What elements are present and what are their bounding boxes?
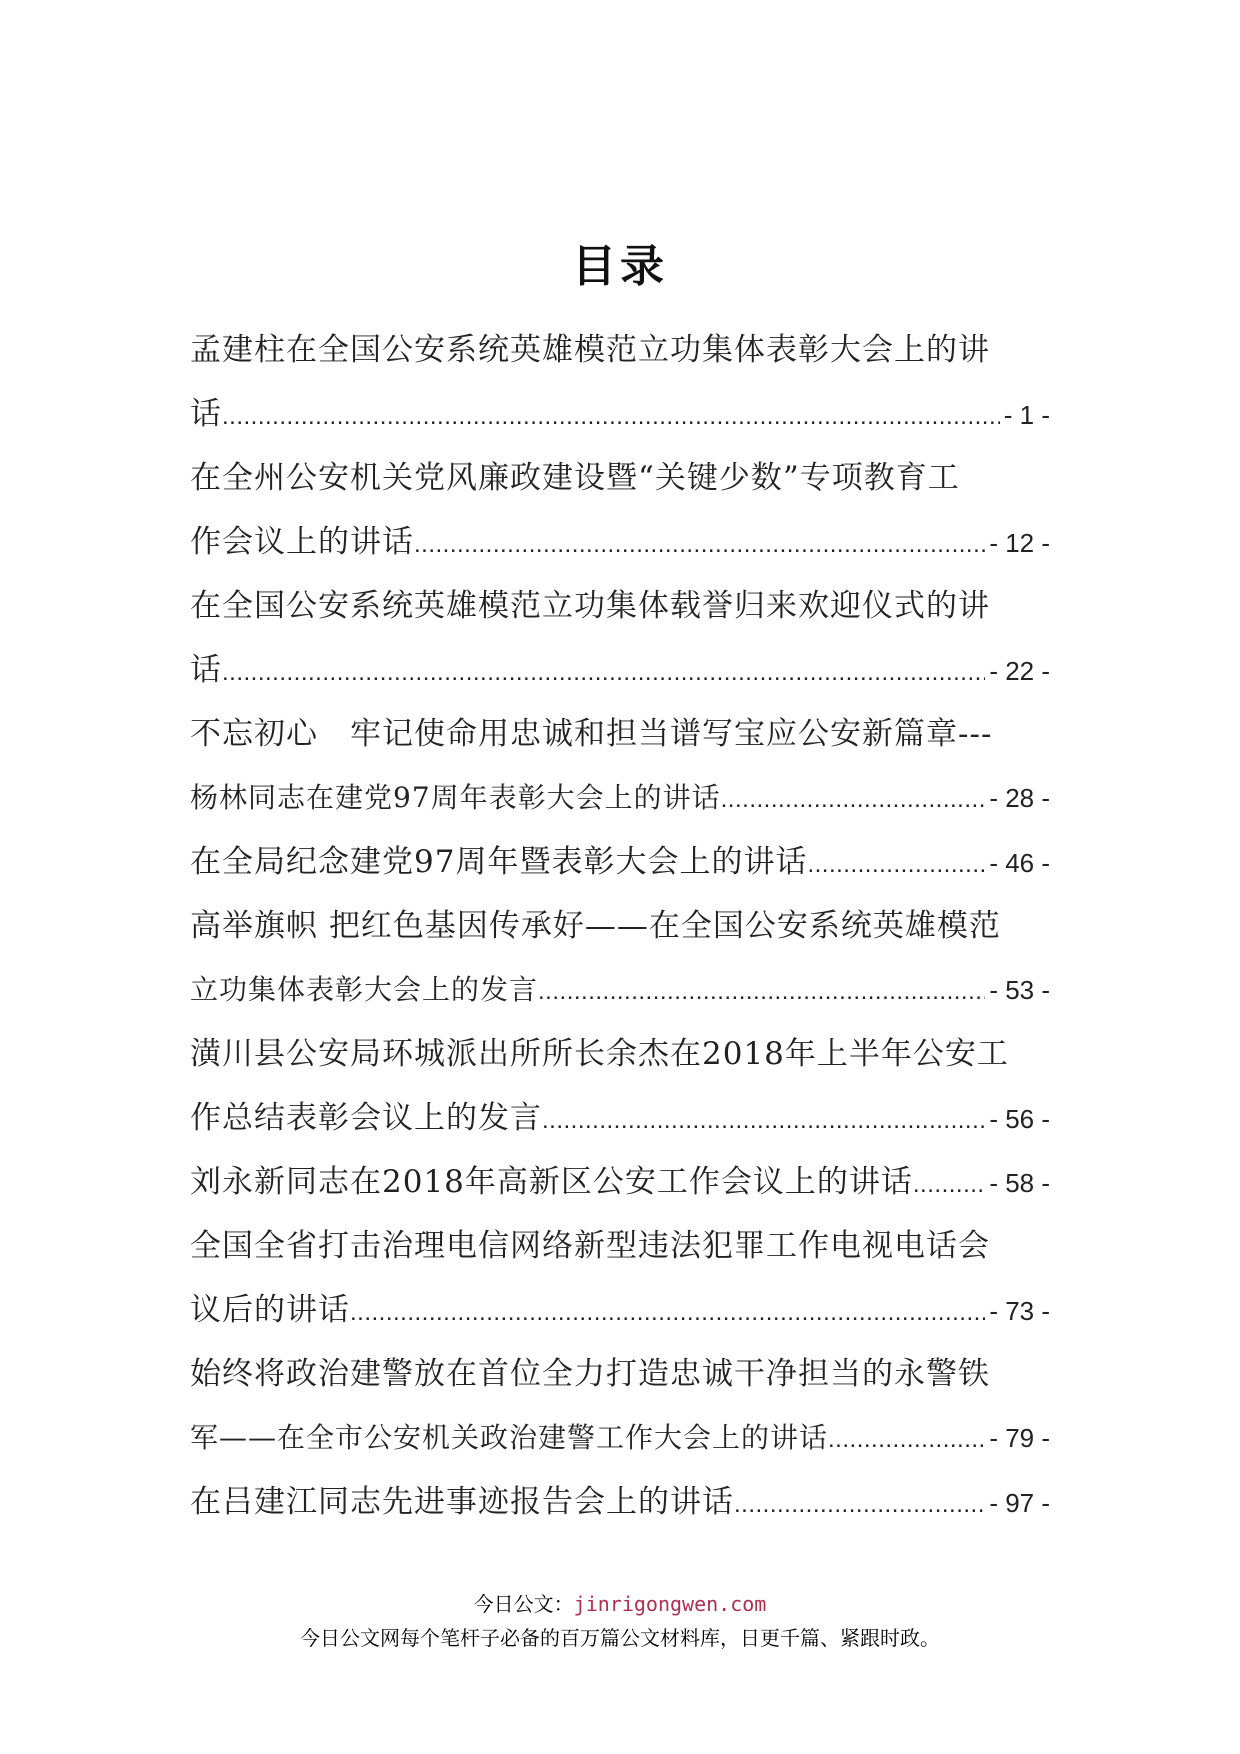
toc-page-number: - 28 -	[989, 783, 1050, 813]
dot-leader	[721, 766, 986, 830]
toc-entry[interactable]	[190, 702, 1050, 830]
toc-entry[interactable]	[190, 830, 1050, 894]
toc-entry-title-line: 潢川县公安局环城派出所所长余杰在2018年上半年公安工	[190, 1036, 1009, 1072]
toc-entry-title-line: 在全局纪念建党97周年暨表彰大会上的讲话	[190, 844, 808, 880]
dot-leader	[350, 1278, 985, 1342]
toc-page-number: - 1 -	[1003, 400, 1050, 430]
toc-page-number: - 79 -	[989, 1423, 1050, 1453]
toc-entry[interactable]	[190, 574, 1050, 702]
dot-leader	[734, 1470, 985, 1534]
toc-entry-title-line: 始终将政治建警放在首位全力打造忠诚干净担当的永警铁	[190, 1356, 990, 1392]
dot-leader	[807, 830, 985, 894]
toc-page-number: - 46 -	[989, 848, 1050, 878]
toc-entry[interactable]	[190, 1022, 1050, 1150]
toc-page-number: - 53 -	[989, 975, 1050, 1005]
toc-entry-title-line: 不忘初心 牢记使命用忠诚和担当谱写宝应公安新篇章---	[190, 716, 993, 752]
toc-entry-title-line: 全国全省打击治理电信网络新型违法犯罪工作电视电话会	[190, 1228, 990, 1264]
dot-leader	[414, 510, 985, 574]
footer-site-line	[0, 1588, 1240, 1617]
toc-page-number: - 56 -	[989, 1104, 1050, 1134]
footer-tagline: 今日公文网每个笔杆子必备的百万篇公文材料库，日更千篇、紧跟时政。	[300, 1626, 940, 1650]
toc-entry-title-line: 杨林同志在建党97周年表彰大会上的讲话	[190, 781, 721, 814]
toc-entry-title-line: 话	[190, 652, 222, 688]
toc-entry-title-line: 在吕建江同志先进事迹报告会上的讲话	[190, 1484, 734, 1520]
dot-leader	[828, 1406, 985, 1470]
toc-entry-title-line: 在全国公安系统英雄模范立功集体载誉归来欢迎仪式的讲	[190, 588, 990, 624]
toc-entry[interactable]	[190, 1214, 1050, 1342]
toc-entry-title-line: 议后的讲话	[190, 1292, 350, 1328]
toc-entry[interactable]	[190, 446, 1050, 574]
toc-entry-title-line: 话	[190, 396, 222, 432]
dot-leader	[542, 1086, 985, 1150]
toc-entry[interactable]	[190, 1342, 1050, 1470]
toc-page-number: - 58 -	[989, 1168, 1050, 1198]
dot-leader	[222, 382, 1000, 446]
toc-page-number: - 73 -	[989, 1296, 1050, 1326]
dot-leader	[222, 638, 985, 702]
table-of-contents	[190, 318, 1050, 1534]
toc-title: 目录	[572, 241, 668, 292]
toc-page-number: - 12 -	[989, 528, 1050, 558]
toc-entry-title-line: 作总结表彰会议上的发言	[190, 1100, 542, 1136]
toc-entry[interactable]	[190, 1150, 1050, 1214]
toc-page-number: - 22 -	[989, 656, 1050, 686]
toc-entry-title-line: 孟建柱在全国公安系统英雄模范立功集体表彰大会上的讲	[190, 332, 990, 368]
toc-entry-title-line: 军——在全市公安机关政治建警工作大会上的讲话	[190, 1421, 829, 1454]
toc-page-number: - 97 -	[989, 1488, 1050, 1518]
toc-entry-title-line: 在全州公安机关党风廉政建设暨“关键少数”专项教育工	[190, 460, 960, 496]
toc-entry-title-line: 立功集体表彰大会上的发言	[190, 973, 539, 1006]
toc-entry[interactable]	[190, 318, 1050, 446]
toc-entry-title-line: 刘永新同志在2018年高新区公安工作会议上的讲话	[190, 1164, 913, 1200]
footer-url-link[interactable]: jinrigongwen.com	[573, 1592, 767, 1616]
toc-entry-title-line: 作会议上的讲话	[190, 524, 414, 560]
footer-label: 今日公文：	[473, 1592, 574, 1616]
toc-entry[interactable]	[190, 894, 1050, 1022]
toc-entry-title-line: 高举旗帜 把红色基因传承好——在全国公安系统英雄模范	[190, 908, 1001, 944]
toc-entry[interactable]	[190, 1470, 1050, 1534]
dot-leader	[913, 1150, 985, 1214]
dot-leader	[538, 958, 985, 1022]
